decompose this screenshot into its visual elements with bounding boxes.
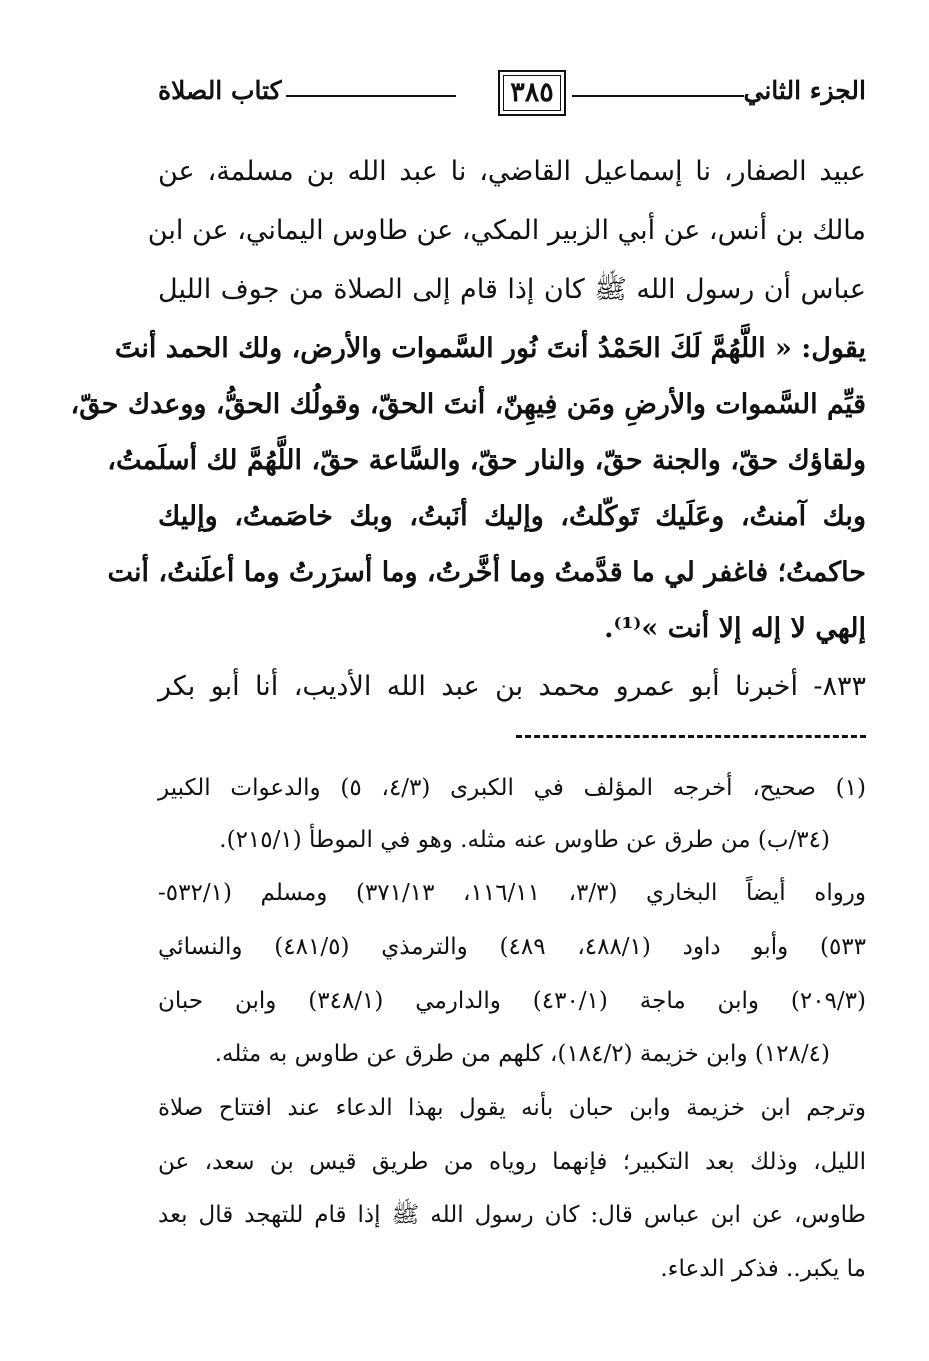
body-line-supplication: وبك آمنتُ، وعَلَيك تَوكّلتُ، وإليك أنَبتُ، وبك خاصَمتُ، وإليك (158, 501, 866, 532)
footnote-line: ٥٣٣) وأبو داود (٤٨٨/١، ٤٨٩) والترمذي (٤٨١/٥) والنسائي (158, 934, 866, 960)
footnote-separator (516, 735, 866, 738)
page-number-inner-frame (503, 75, 561, 111)
body-line: عبيد الصفار، نا إسماعيل القاضي، نا عبد الله بن مسلمة، عن (158, 156, 866, 187)
footnote-line: طاوس، عن ابن عباس قال: كان رسول الله ﷺ إذا قام للتهجد قال بعد (158, 1202, 866, 1228)
header-rule-left (286, 95, 456, 97)
page-number-box (498, 70, 566, 116)
page-number: ٣٨٥ (510, 77, 554, 108)
body-line-supplication: حاكمتُ؛ فاغفر لي ما قدَّمتُ وما أخَّرتُ، وما أسرَرتُ وما أعلَنتُ، أنت (107, 557, 866, 588)
page-header (158, 70, 866, 122)
footnote-line: (١) صحيح، أخرجه المؤلف في الكبرى (٤/٣، ٥) والدعوات الكبير (158, 775, 867, 801)
footnote-line: (٢٠٩/٣) وابن ماجة (٤٣٠/١) والدارمي (٣٤٨/١) وابن حبان (158, 988, 866, 1014)
footnote-line: وترجم ابن خزيمة وابن حبان بأنه يقول بهذا الدعاء عند افتتاح صلاة (158, 1095, 866, 1121)
body-line: مالك بن أنس، عن أبي الزبير المكي، عن طاوس اليماني، عن ابن (147, 215, 866, 246)
body-line-supplication: قيِّم السَّموات والأرضِ ومَن فِيهِنّ، أنتَ الحقّ، وقولُك الحقُّ، ووعدك حقّ، (70, 389, 866, 420)
footnote-line: الليل، وذلك بعد التكبير؛ فإنهما روياه من طريق قيس بن سعد، عن (158, 1149, 866, 1175)
header-rule-right (572, 95, 744, 97)
footnote-line: ورواه أيضاً البخاري (٣/٣، ١١٦/١١، ٣٧١/١٣) ومسلم (٥٣٢/١- (158, 880, 867, 906)
body-line-supplication: ولقاؤك حقّ، والجنة حقّ، والنار حقّ، والسَّاعة حقّ، اللَّهُمَّ لك أسلَمتُ، (107, 445, 866, 476)
footnote-line: (١٢٨/٤) وابن خزيمة (١٨٤/٢)، كلهم من طرق عن طاوس به مثله. (214, 1041, 830, 1067)
header-part-title: الجزء الثاني (743, 76, 866, 105)
body-line-supplication: يقول: « اللَّهُمَّ لَكَ الحَمْدُ أنتَ نُور السَّموات والأرض، ولك الحمد أنتَ (114, 333, 866, 364)
footnote-line: ما يكبر.. فذكر الدعاء. (660, 1256, 866, 1282)
header-book-title: كتاب الصلاة (158, 76, 282, 105)
footnote-line: (٣٤/ب) من طرق عن طاوس عنه مثله. وهو في الموطأ (٢١٥/١). (219, 827, 830, 853)
hadith-833-start: ٨٣٣- أخبرنا أبو عمرو محمد بن عبد الله الأديب، أنا أبو بكر (158, 671, 866, 702)
body-line-supplication-end: إلهي لا إله إلا أنت »⁽¹⁾. (604, 613, 866, 644)
body-line: عباس أن رسول الله ﷺ كان إذا قام إلى الصلاة من جوف الليل (158, 274, 866, 305)
